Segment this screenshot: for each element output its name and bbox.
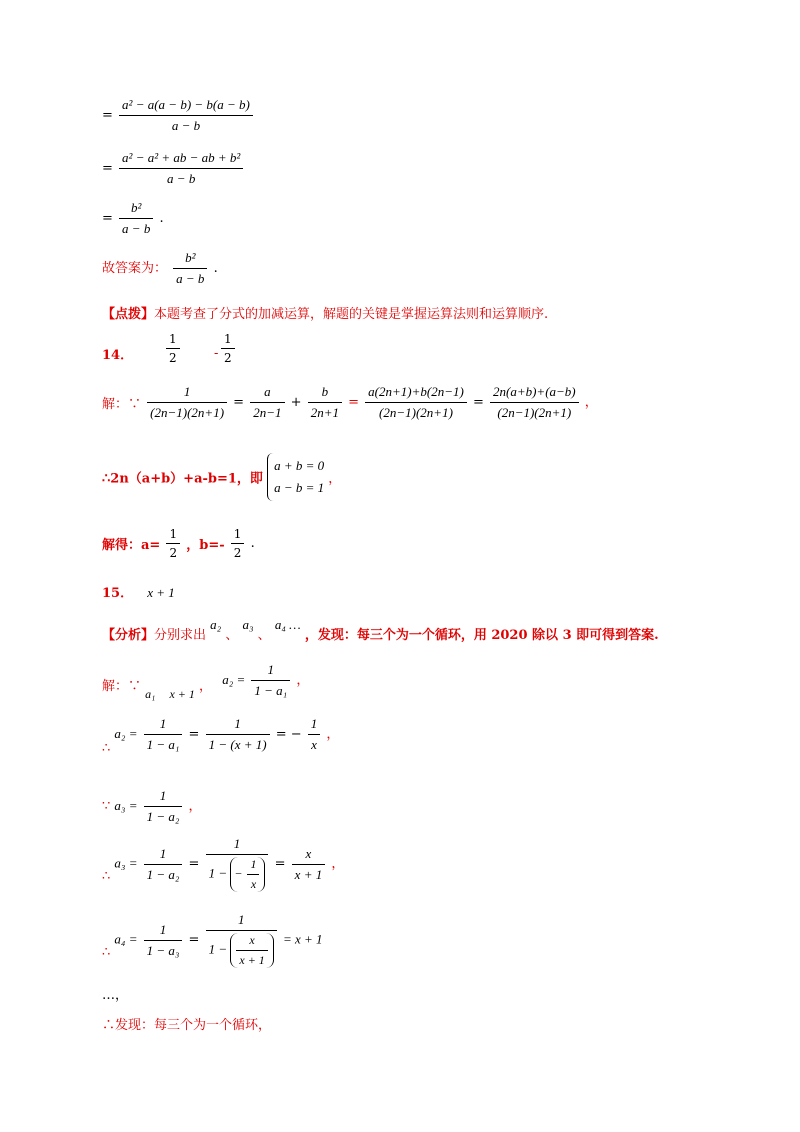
question-15-header: 15． x + 1	[102, 585, 175, 601]
fraction: $\frac{1}{\text{1 − a₁}}$	[251, 662, 290, 699]
q15-step-1: 解：∵ a₁ x + 1 ， a₂ = $\frac{1}{\text{1 − a₁}}$ ，	[102, 662, 310, 701]
answer-line: 故答案为： $\frac{\text{b²}}{a - b}$ .	[102, 250, 218, 286]
fraction: $\frac{1}{x}$	[247, 857, 259, 892]
equation-system: a + b = 0 a − b = 1	[267, 453, 324, 501]
final-line: ∴发现：每三个为一个循环，	[102, 1018, 272, 1033]
q14-answer-2: $\frac{1}{2}$	[221, 332, 235, 365]
fraction: $\frac{x}{x + 1}$	[236, 933, 267, 968]
parenthesized-fraction	[230, 933, 273, 968]
q15-step-3: ∵ a₃ = $\frac{1}{\text{1 − a₂}}$ ，	[102, 788, 202, 824]
fraction: $\frac{2n(a+b)+(a-b)}{(2n-1)(2n+1)}$	[490, 384, 579, 421]
q15-step-4: ∴ a₃ = $\frac{1}{\text{1 − a₂}}$ = 1 1 − − $\frac{1}{x}$ = $\frac{x}{x + 1}$ ，	[102, 836, 345, 891]
equation-step-2: = $\frac{\text{a² − a² + ab − ab + b²}}{a - b}$	[102, 150, 245, 187]
fraction: $\frac{1}{2}$	[166, 527, 180, 560]
fraction: $\frac{a(2n+1)+b(2n-1)}{(2n-1)(2n+1)}$	[365, 384, 467, 421]
fraction: $\frac{\text{a² − a² + ab − ab + b²}}{a - b}$	[119, 150, 243, 187]
tip-line: 【点拨】本题考查了分式的加减运算，解题的关键是掌握运算法则和运算顺序.	[102, 307, 549, 322]
q15-step-2: ∴ a₂ = $\frac{1}{\text{1 − a₁}}$ = $\frac{1}{1 - (x + 1)}$ = − $\frac{1}{x}$ ，	[102, 716, 340, 756]
analysis-line: 【分析】分别求出 a₂ 、 a₃ 、 a₄ … ，发现：每三个为一个循环，用 2020 除以 3 即可得到答案.	[102, 617, 659, 643]
fraction: $\frac{1}{(2n-1)(2n+1)}$	[147, 384, 227, 421]
fraction: $\frac{1}{1 - (x + 1)}$	[206, 716, 270, 753]
q14-system-line: ∴2n（a+b）+a-b=1，即 a + b = 0 a − b = 1 ，	[102, 453, 341, 501]
fraction: $\frac{1}{2}$	[231, 527, 245, 560]
q14-answer-1: $\frac{1}{2}$	[166, 332, 180, 365]
answer-fraction: $\frac{\text{b²}}{a - b}$	[173, 250, 207, 287]
fraction: 1 1 − − $\frac{1}{x}$	[206, 836, 269, 892]
fraction: $\frac{x}{x + 1}$	[292, 846, 326, 883]
fraction: $\frac{\text{b²}}{a - b}$	[119, 200, 153, 237]
fraction: $\frac{1}{\text{1 − a₁}}$	[144, 716, 183, 753]
parenthesized-fraction: − $\frac{1}{x}$	[230, 857, 265, 892]
fraction: $\frac{b}{2n+1}$	[308, 384, 342, 421]
fraction: $\frac{\text{a² − a(a − b) − b(a − b)}}{a - b}$	[119, 97, 253, 134]
fraction: $\frac{1}{\text{1 − a₃}}$	[144, 922, 183, 959]
equation-step-3: = $\frac{\text{b²}}{a - b}$ .	[102, 200, 164, 236]
ellipsis-line: …，	[102, 988, 129, 1003]
fraction: $\frac{1}{\text{1 − a₂}}$	[144, 788, 183, 825]
equation-step-1: = $\frac{\text{a² − a(a − b) − b(a − b)}}{a - b}$	[102, 97, 255, 134]
q14-result-line: 解得：a= $\frac{1}{2}$ ，b=- $\frac{1}{2}$ .	[102, 527, 255, 560]
fraction: $\frac{1}{\text{1 − a₂}}$	[144, 846, 183, 883]
fraction: $\frac{a}{2n-1}$	[250, 384, 284, 421]
q15-step-5: ∴ a₄ = $\frac{1}{\text{1 − a₃}}$ = 1 1 − $\frac{x}{x + 1}$ = x + 1	[102, 912, 323, 967]
fraction: 1 1 − $\frac{x}{x + 1}$	[206, 912, 277, 968]
fraction: $\frac{1}{x}$	[308, 716, 321, 753]
q14-solution-line: 解：∵ $\frac{1}{(2n-1)(2n+1)}$ = $\frac{a}{2n-1}$ + $\frac{b}{2n+1}$ = $\frac{a(2n+1)+b(2n-1)}{(2n-1)(2n+1)}$ = $\frac{2n(a+b)+(a-b)}{(2n-1)(2n+1)}$ ，	[102, 384, 598, 420]
